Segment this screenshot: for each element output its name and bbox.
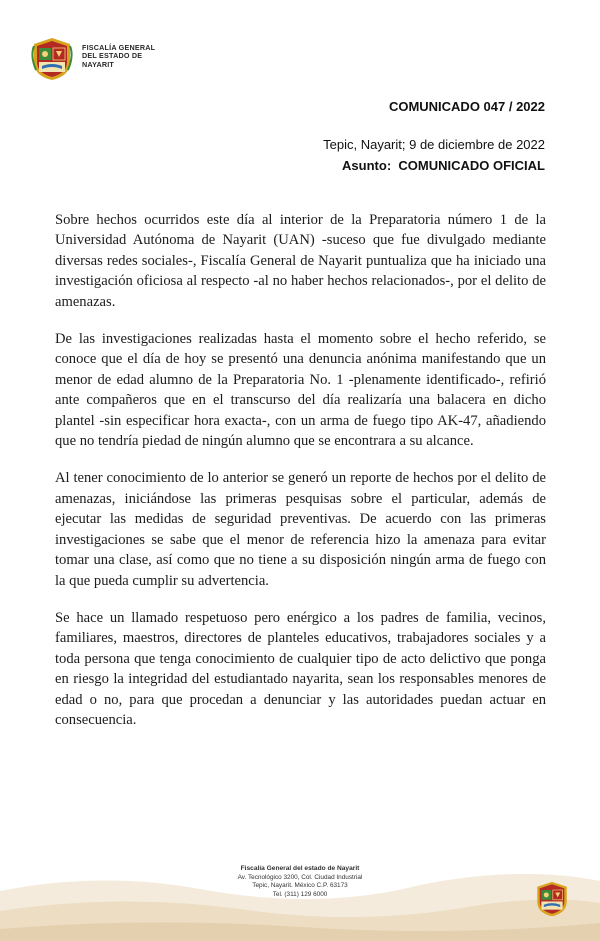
footer-contact [0,865,600,899]
org-line-2: DEL ESTADO DE [82,51,143,61]
header-org-name [82,44,155,69]
footer-city: Tepic, Nayarit. México C.P. 63173 [252,882,348,890]
document-body [55,210,546,747]
paragraph-3: Al tener conocimiento de lo anterior se generó un reporte de hechos por el delito de amenazas, iniciándose las primeras pesquisas sobre el particular, además de ejecutar las medidas de seguridad preventivas. De acuerdo con las primeras investigaciones se sabe que el menor de referencia hizo la amenaza para evitar tomar una clase, así como que no tiene a su disposición ningún arma de fuego con la que pueda cumplir su advertencia. [55,470,546,589]
paragraph-1: Sobre hechos ocurridos este día al interior de la Preparatoria número 1 de la Universidad Autónoma de Nayarit (UAN) -suceso que fue divulgado mediante diversas redes sociales-, Fiscalía General de Nayarit puntualiza que ha iniciado una investigación oficiosa al respecto -al no haber hechos relacionados-, por el delito de amenazas. [55,212,546,310]
asunto-line [342,158,545,173]
asunto-label: Asunto: [342,158,392,173]
footer-coat-of-arms-logo [534,879,570,919]
comunicado-number: COMUNICADO 047 / 2022 [388,99,545,114]
paragraph-4: Se hace un llamado respetuoso pero enérgico a los padres de familia, vecinos, familiares, maestros, directores de planteles educativos, trabajadores sociales y a toda persona que tenga conocimiento de cualquier tipo de acto delictivo que ponga en riesgo la integridad del estudiantado nayarita, sean los responsables menores de edad o no, para que procedan a denunciar y las autoridades puedan actuar en consecuencia. [55,609,546,728]
org-line-1: FISCALÍA GENERAL [82,43,156,52]
asunto-value: COMUNICADO OFICIAL [398,158,545,173]
paragraph-2: De las investigaciones realizadas hasta el momento sobre el hecho referido, se conoce que el día de hoy se presentó una denuncia anónima manifestando que un menor de edad alumno de la Preparatoria No. 1 -plenamente identificado-, refirió ante compañeros que en el transcurso del día realizaría una balacera en dicho plantel -sin especificar hora exacta-, con un arma de fuego tipo AK-47, añadiendo que no tendría piedad de ningún alumno que se encontrara a su alcance. [55,331,546,450]
date-line: Tepic, Nayarit; 9 de diciembre de 2022 [323,137,545,152]
nayarit-coat-of-arms-logo [30,36,74,82]
org-line-3: NAYARIT [82,59,115,69]
footer-address: Av. Tecnológico 3200, Col. Ciudad Industrial [237,873,363,881]
footer-org: Fiscalía General del estado de Nayarit [240,865,360,872]
footer-phone: Tel. (311) 129 6000 [272,890,328,898]
